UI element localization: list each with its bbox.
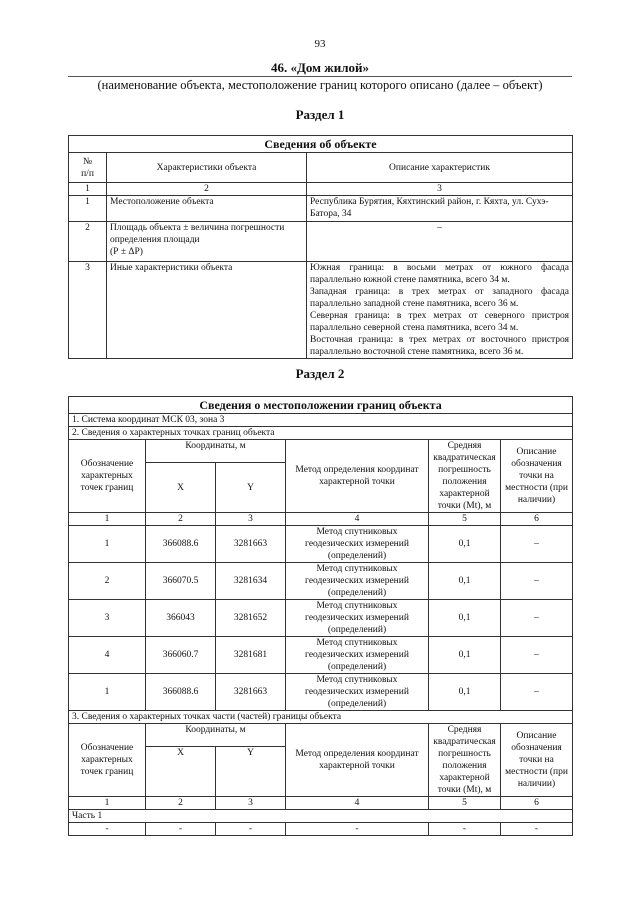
header-y: Y [216, 463, 286, 513]
point-x: 366060.7 [146, 637, 216, 674]
header-num: № п/п [69, 153, 107, 183]
part-cell: - [146, 823, 216, 836]
row-characteristic: Площадь объекта ± величина погрешности определения площади (Р ± ΔР) [107, 222, 307, 262]
point-description: – [501, 637, 573, 674]
title-underline [68, 76, 572, 77]
point-y: 3281663 [216, 526, 286, 563]
table-row [69, 563, 573, 600]
point-x: 366043 [146, 600, 216, 637]
table-row [69, 196, 573, 222]
numbering-cell: 6 [501, 513, 573, 526]
header-y: Y [216, 747, 286, 797]
row-description: Южная граница: в восьми метрах от южного фасада параллельно южной стене памятника, всего 34 м. Западная граница: в трех метрах от западного фасада параллельно западной стене памятника, всего 36 м. Северная граница: в трех метрах от северного пристроя параллельно северной стена памятника, всего 34 м. Восточная граница: в трех метрах от восточного пристроя параллельно восточной стене памятника, всего 36 м. [307, 262, 573, 359]
point-accuracy: 0,1 [429, 563, 501, 600]
table-row [69, 823, 573, 836]
table-row [69, 600, 573, 637]
header-method: Метод определения координат характерной точки [286, 440, 429, 513]
numbering-cell: 1 [69, 797, 146, 810]
header-accuracy: Средняя квадратическая погрешность положения характерной точки (Mt), м [429, 440, 501, 513]
point-id: 2 [69, 563, 146, 600]
section2-heading: Раздел 2 [295, 366, 345, 381]
point-id: 3 [69, 600, 146, 637]
header-point: Обозначение характерных точек границ [69, 440, 146, 513]
part-cell: - [286, 823, 429, 836]
table-row [69, 222, 573, 262]
point-id: 1 [69, 526, 146, 563]
part-points-line: 3. Сведения о характерных точках части (частей) границы объекта [69, 711, 573, 724]
part-cell: - [69, 823, 146, 836]
numbering-cell: 3 [216, 513, 286, 526]
point-id: 4 [69, 637, 146, 674]
header-x: X [146, 747, 216, 797]
row-characteristic: Местоположение объекта [107, 196, 307, 222]
page-number: 93 [314, 38, 326, 50]
header-coords: Координаты, м [146, 440, 286, 463]
header-point-description: Описание обозначения точки на местности (при наличии) [501, 440, 573, 513]
point-description: – [501, 563, 573, 600]
numbering-cell: 5 [429, 513, 501, 526]
table-row [69, 262, 573, 359]
table-row [69, 526, 573, 563]
point-description: – [501, 526, 573, 563]
part-cell: - [429, 823, 501, 836]
numbering-cell: 1 [69, 183, 107, 196]
header-x: X [146, 463, 216, 513]
point-accuracy: 0,1 [429, 600, 501, 637]
point-y: 3281652 [216, 600, 286, 637]
object-title: 46. «Дом жилой» [270, 60, 369, 75]
point-method: Метод спутниковых геодезических измерений (определений) [286, 637, 429, 674]
section1-heading: Раздел 1 [295, 107, 345, 122]
header-method: Метод определения координат характерной точки [286, 724, 429, 797]
table-row [69, 674, 573, 711]
part-label: Часть 1 [69, 810, 573, 823]
point-y: 3281681 [216, 637, 286, 674]
row-num: 1 [69, 196, 107, 222]
boundary-location-table [68, 396, 573, 836]
point-id: 1 [69, 674, 146, 711]
point-accuracy: 0,1 [429, 526, 501, 563]
point-y: 3281634 [216, 563, 286, 600]
header-characteristics: Характеристики объекта [107, 153, 307, 183]
coordinate-system-line: 1. Система координат МСК 03, зона 3 [69, 414, 573, 427]
header-accuracy: Средняя квадратическая погрешность положения характерной точки (Mt), м [429, 724, 501, 797]
header-point-description: Описание обозначения точки на местности (при наличии) [501, 724, 573, 797]
header-coords: Координаты, м [146, 724, 286, 747]
point-y: 3281663 [216, 674, 286, 711]
boundary-points-line: 2. Сведения о характерных точках границ объекта [69, 427, 573, 440]
point-description: – [501, 600, 573, 637]
part-cell: - [216, 823, 286, 836]
object-info-table-title: Сведения об объекте [69, 136, 573, 153]
point-x: 366088.6 [146, 526, 216, 563]
row-description: – [307, 222, 573, 262]
row-characteristic: Иные характеристики объекта [107, 262, 307, 359]
numbering-cell: 2 [146, 513, 216, 526]
numbering-cell: 2 [107, 183, 307, 196]
row-num: 2 [69, 222, 107, 262]
table-row [69, 637, 573, 674]
row-description: Республика Бурятия, Кяхтинский район, г. Кяхта, ул. Сухэ-Батора, 34 [307, 196, 573, 222]
boundary-table-title: Сведения о местоположении границ объекта [69, 397, 573, 414]
point-method: Метод спутниковых геодезических измерений (определений) [286, 674, 429, 711]
point-accuracy: 0,1 [429, 674, 501, 711]
point-accuracy: 0,1 [429, 637, 501, 674]
point-method: Метод спутниковых геодезических измерений (определений) [286, 563, 429, 600]
part-cell: - [501, 823, 573, 836]
row-num: 3 [69, 262, 107, 359]
numbering-cell: 4 [286, 513, 429, 526]
point-description: – [501, 674, 573, 711]
numbering-cell: 4 [286, 797, 429, 810]
point-x: 366070.5 [146, 563, 216, 600]
numbering-cell: 3 [307, 183, 573, 196]
numbering-cell: 3 [216, 797, 286, 810]
numbering-cell: 5 [429, 797, 501, 810]
title-note: (наименование объекта, местоположение границ которого описано (далее – объект) [97, 78, 543, 92]
numbering-cell: 6 [501, 797, 573, 810]
point-x: 366088.6 [146, 674, 216, 711]
object-info-table [68, 135, 573, 359]
header-description: Описание характеристик [307, 153, 573, 183]
point-method: Метод спутниковых геодезических измерений (определений) [286, 600, 429, 637]
numbering-cell: 1 [69, 513, 146, 526]
point-method: Метод спутниковых геодезических измерений (определений) [286, 526, 429, 563]
numbering-cell: 2 [146, 797, 216, 810]
header-point: Обозначение характерных точек границ [69, 724, 146, 797]
